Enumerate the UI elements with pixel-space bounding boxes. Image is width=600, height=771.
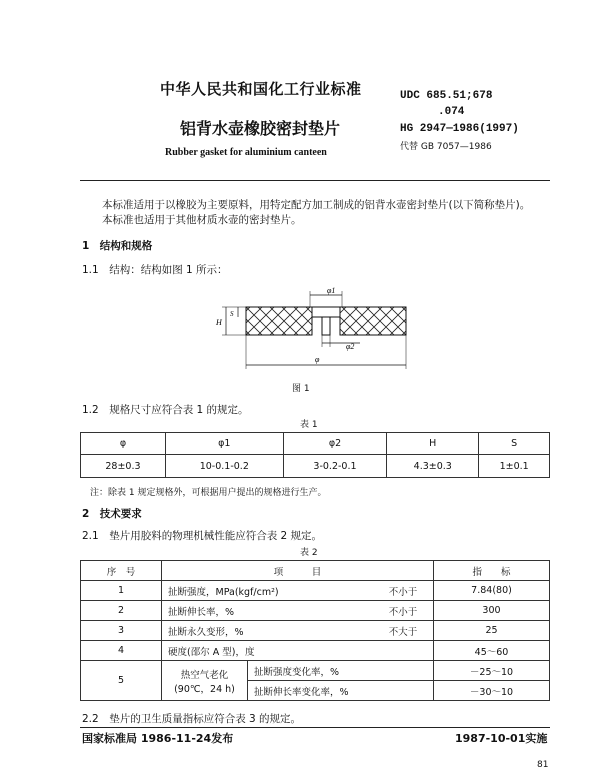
issue-date: 国家标准局 1986-11-24发布 xyxy=(82,732,234,745)
aging-group-cell: 热空气老化 (90℃，24 h) xyxy=(162,661,248,701)
table-cell: 不小于 xyxy=(373,581,434,601)
standard-number: HG 2947—1986(1997) xyxy=(400,123,519,135)
label-phi1: φ1 xyxy=(327,286,336,295)
table-2-caption: 表 2 xyxy=(300,548,318,558)
effective-date: 1987-10-01实施 xyxy=(455,732,548,745)
table-1-header-row xyxy=(81,433,550,455)
udc-number: UDC 685.51;678 xyxy=(400,90,493,102)
table-cell: 扯断伸长率，% xyxy=(162,601,374,621)
document-title: 铝背水壶橡胶密封垫片 xyxy=(180,119,341,138)
english-title: Rubber gasket for aluminium canteen xyxy=(165,147,327,158)
table-1-cell-phi2: 3-0.2-0.1 xyxy=(283,455,387,478)
table-row xyxy=(81,661,550,681)
section-1-heading: 1 结构和规格 xyxy=(82,240,153,252)
intro-line-1: 本标准适用于以橡胶为主要原料，用特定配方加工制成的铝背水壶密封垫片(以下简称垫片)。 xyxy=(102,199,531,211)
table-1-caption: 表 1 xyxy=(300,420,318,430)
table-cell xyxy=(373,641,434,661)
table-row xyxy=(81,581,550,601)
udc-number-cont: .074 xyxy=(438,106,465,118)
header-rule xyxy=(80,180,550,181)
table-cell: 7.84(80) xyxy=(434,581,550,601)
table-1-cell-phi: 28±0.3 xyxy=(81,455,166,478)
table-2-header-value: 指 标 xyxy=(434,561,550,581)
table-row xyxy=(81,455,550,478)
table-cell: －25～10 xyxy=(434,661,550,681)
section-2-heading: 2 技术要求 xyxy=(82,508,142,520)
table-cell: 扯断强度变化率，% xyxy=(248,661,434,681)
table-cell: 4 xyxy=(81,641,162,661)
table-1-note: 注：除表 1 规定规格外，可根据用户提出的规格进行生产。 xyxy=(90,488,327,498)
standard-title: 中华人民共和国化工行业标准 xyxy=(160,80,362,98)
clause-1-1: 1.1 结构：结构如图 1 所示： xyxy=(82,264,228,276)
table-1-header-phi1: φ1 xyxy=(165,433,283,455)
table-cell: 1 xyxy=(81,581,162,601)
clause-2-1: 2.1 垫片用胶料的物理机械性能应符合表 2 规定。 xyxy=(82,530,323,542)
clause-1-2: 1.2 规格尺寸应符合表 1 的规定。 xyxy=(82,404,249,416)
table-1-header-H: H xyxy=(387,433,479,455)
table-cell: 扯断伸长率变化率，% xyxy=(248,681,434,701)
table-cell: 5 xyxy=(81,661,162,701)
table-1-cell-S: 1±0.1 xyxy=(479,455,550,478)
label-phi: φ xyxy=(315,355,320,364)
gasket-hole xyxy=(322,317,330,335)
table-cell: 2 xyxy=(81,601,162,621)
table-cell: 扯断强度，MPa(kgf/cm²) xyxy=(162,581,374,601)
table-cell: 300 xyxy=(434,601,550,621)
table-cell: 不小于 xyxy=(373,601,434,621)
table-cell: 扯断永久变形，% xyxy=(162,621,374,641)
table-cell: 硬度(邵尔 A 型)，度 xyxy=(162,641,374,661)
footer-rule xyxy=(80,727,550,728)
table-1-header-S: S xyxy=(479,433,550,455)
table-1-cell-phi1: 10-0.1-0.2 xyxy=(165,455,283,478)
table-2-header-no: 序 号 xyxy=(81,561,162,581)
page-number: 81 xyxy=(537,760,549,770)
table-1-header-phi: φ xyxy=(81,433,166,455)
table-row xyxy=(81,621,550,641)
gasket-section-left xyxy=(246,307,312,335)
table-row xyxy=(81,641,550,661)
label-phi2: φ2 xyxy=(346,342,355,351)
table-2-header-row xyxy=(81,561,550,581)
label-S: S xyxy=(230,310,234,318)
label-H: H xyxy=(216,318,222,327)
table-cell: 45～60 xyxy=(434,641,550,661)
table-2-header-item: 项 目 xyxy=(162,561,434,581)
gasket-section-right xyxy=(340,307,406,335)
table-1-header-phi2: φ2 xyxy=(283,433,387,455)
replaces-note: 代替 GB 7057—1986 xyxy=(400,142,492,152)
table-cell: 3 xyxy=(81,621,162,641)
table-cell: 25 xyxy=(434,621,550,641)
figure-1-drawing xyxy=(200,285,410,380)
figure-1-caption: 图 1 xyxy=(292,384,310,394)
intro-line-2: 本标准也适用于其他材质水壶的密封垫片。 xyxy=(102,214,302,226)
table-2 xyxy=(80,560,550,701)
table-cell: 不大于 xyxy=(373,621,434,641)
gasket-boss xyxy=(312,307,340,317)
table-row xyxy=(81,601,550,621)
clause-2-2: 2.2 垫片的卫生质量指标应符合表 3 的规定。 xyxy=(82,713,302,725)
table-cell: －30～10 xyxy=(434,681,550,701)
table-1 xyxy=(80,432,550,478)
table-1-cell-H: 4.3±0.3 xyxy=(387,455,479,478)
